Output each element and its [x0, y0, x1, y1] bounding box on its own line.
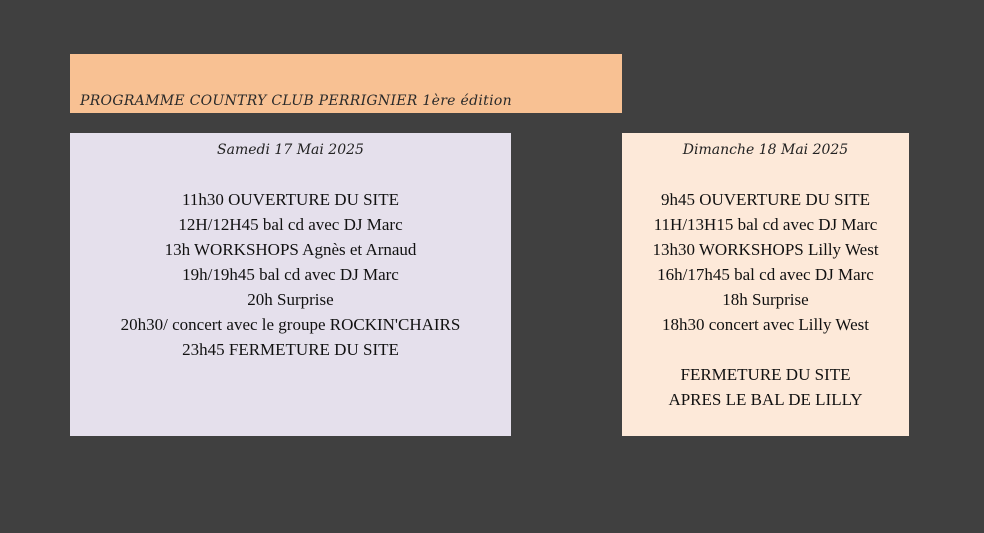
- saturday-event: 13h WORKSHOPS Agnès et Arnaud: [164, 240, 417, 259]
- saturday-event: 19h/19h45 bal cd avec DJ Marc: [182, 265, 399, 284]
- sunday-event: 18h30 concert avec Lilly West: [662, 315, 869, 334]
- sunday-closing-line: FERMETURE DU SITE: [680, 365, 851, 384]
- saturday-event: 20h30/ concert avec le groupe ROCKIN'CHAIRS: [120, 315, 461, 334]
- sunday-event: 18h Surprise: [722, 290, 809, 309]
- saturday-heading: Samedi 17 Mai 2025: [217, 142, 364, 158]
- saturday-schedule: [70, 133, 511, 436]
- saturday-event: 23h45 FERMETURE DU SITE: [182, 340, 399, 359]
- sunday-event-list: [622, 187, 909, 412]
- title-banner: [70, 54, 622, 113]
- sunday-event: 11H/13H15 bal cd avec DJ Marc: [653, 215, 878, 234]
- sunday-schedule: [622, 133, 909, 436]
- sunday-event: 9h45 OUVERTURE DU SITE: [660, 190, 871, 209]
- sunday-event: 16h/17h45 bal cd avec DJ Marc: [657, 265, 874, 284]
- page-title: PROGRAMME COUNTRY CLUB PERRIGNIER 1ère édition: [80, 93, 512, 109]
- saturday-event: 12H/12H45 bal cd avec DJ Marc: [178, 215, 403, 234]
- sunday-heading: Dimanche 18 Mai 2025: [682, 142, 849, 158]
- saturday-event: 11h30 OUVERTURE DU SITE: [182, 190, 399, 209]
- sunday-event: 13h30 WORKSHOPS Lilly West: [652, 240, 879, 259]
- sunday-closing-line: APRES LE BAL DE LILLY: [668, 390, 863, 409]
- saturday-event: 20h Surprise: [247, 290, 334, 309]
- saturday-event-list: [70, 187, 511, 362]
- spacer: [622, 337, 909, 362]
